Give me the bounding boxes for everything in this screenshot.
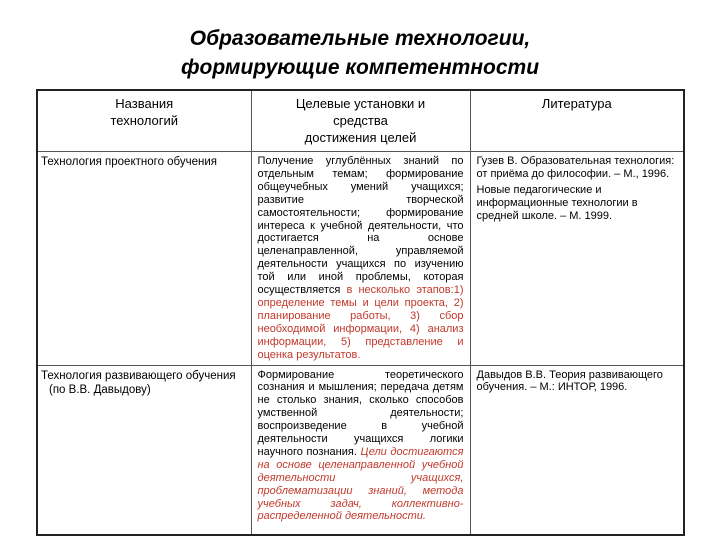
row-1-literature — [470, 152, 684, 366]
row-2-goal-text: Формирование теоретического сознания и мышления; передача детям не столько знания, сколько способов умственной деятельности; воспроизведение в учебной деятельности учащихся логики научного познания. — [257, 368, 464, 458]
row-2-name-line-2: (по В.В. Давыдову) — [49, 383, 151, 396]
literature-item: Новые педагогические и информационные технологии в средней школе. – М. 1999. — [476, 183, 638, 222]
row-1-goal-text: Получение углублённых знаний по отдельным темам; формирование общеучебных умений учащихся; развитие творческой самостоятельности; формирование интереса к учебной деятельности, что достигается на основе целенаправленной, управляемой деятельности учащихся по изучению той или иной проблемы, которая осуществляется — [257, 155, 464, 297]
table-row — [37, 365, 684, 535]
table-header-row — [37, 90, 684, 152]
row-1-goal-stages: в несколько этапов:1) определение темы и цели проекта, 2) планирование работы, 3) сбор необходимой информации, 4) анализ информации, 5) представление и оценка результатов. — [257, 284, 464, 361]
row-1-name: Технология проектного обучения — [37, 152, 251, 366]
row-2-goal-means: Цели достигаются на основе целенаправленной учебной деятельности учащихся, проблематизации знаний, метода учебных задач, коллективно-распределенной деятельности. — [257, 445, 464, 523]
row-2-literature — [470, 365, 684, 535]
row-1-goal — [251, 152, 470, 366]
header-goals: Целевые установки и средства достижения целей — [251, 90, 470, 152]
header-names: Названия технологий — [37, 90, 251, 152]
row-2-name-line-1: Технология развивающего обучения — [41, 369, 236, 382]
page-title — [0, 24, 720, 82]
literature-item: Гузев В. Образовательная технология: от приёма до философии. – М., 1996. — [476, 155, 675, 180]
row-2-name — [37, 365, 251, 535]
title-line-2: формирующие компетентности — [180, 56, 540, 79]
technologies-table — [36, 89, 685, 536]
literature-item: Давыдов В.В. Теория развивающего обучения. – М.: ИНТОР, 1996. — [476, 368, 663, 394]
title-line-1: Образовательные технологии, — [189, 27, 531, 50]
table-row — [37, 152, 684, 366]
header-literature: Литература — [470, 90, 684, 152]
row-2-goal — [251, 365, 470, 535]
